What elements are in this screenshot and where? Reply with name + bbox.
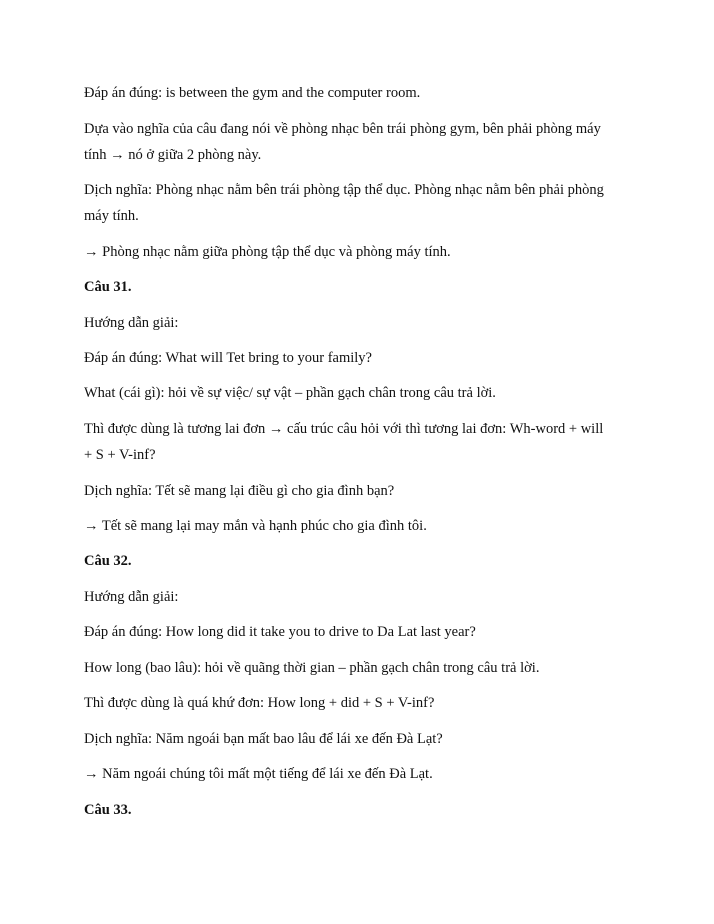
translation-line: Dịch nghĩa: Tết sẽ mang lại điều gì cho gia đình bạn?: [84, 483, 395, 499]
translation-line: Dịch nghĩa: Năm ngoái bạn mất bao lâu để lái xe đến Đà Lạt?: [84, 731, 443, 747]
question-heading: Câu 32.: [84, 553, 132, 569]
explanation-line: tính → nó ở giữa 2 phòng này.: [84, 147, 262, 163]
answer-line: Đáp án đúng: is between the gym and the computer room.: [84, 85, 421, 101]
explanation-line: What (cái gì): hỏi về sự việc/ sự vật – phần gạch chân trong câu trả lời.: [84, 385, 496, 401]
guide-label: Hướng dẫn giải:: [84, 589, 179, 605]
result-line: → Năm ngoái chúng tôi mất một tiếng để lái xe đến Đà Lạt.: [84, 766, 433, 782]
translation-line: máy tính.: [84, 208, 139, 224]
question-heading: Câu 31.: [84, 279, 132, 295]
result-line: → Phòng nhạc nằm giữa phòng tập thể dục và phòng máy tính.: [84, 244, 451, 260]
answer-line: Đáp án đúng: What will Tet bring to your family?: [84, 350, 372, 366]
explanation-line: + S + V-inf?: [84, 447, 156, 463]
translation-line: Dịch nghĩa: Phòng nhạc nằm bên trái phòng tập thể dục. Phòng nhạc nằm bên phải phòng: [84, 182, 604, 198]
explanation-line: Thì được dùng là quá khứ đơn: How long + did + S + V-inf?: [84, 695, 435, 711]
explanation-line: How long (bao lâu): hỏi về quãng thời gian – phần gạch chân trong câu trả lời.: [84, 660, 540, 676]
explanation-line: Dựa vào nghĩa của câu đang nói về phòng nhạc bên trái phòng gym, bên phải phòng máy: [84, 121, 601, 137]
explanation-line: Thì được dùng là tương lai đơn → cấu trúc câu hỏi với thì tương lai đơn: Wh-word + will: [84, 421, 604, 437]
guide-label: Hướng dẫn giải:: [84, 315, 179, 331]
answer-line: Đáp án đúng: How long did it take you to drive to Da Lat last year?: [84, 624, 476, 640]
question-heading: Câu 33.: [84, 802, 132, 818]
result-line: → Tết sẽ mang lại may mắn và hạnh phúc cho gia đình tôi.: [84, 518, 427, 534]
